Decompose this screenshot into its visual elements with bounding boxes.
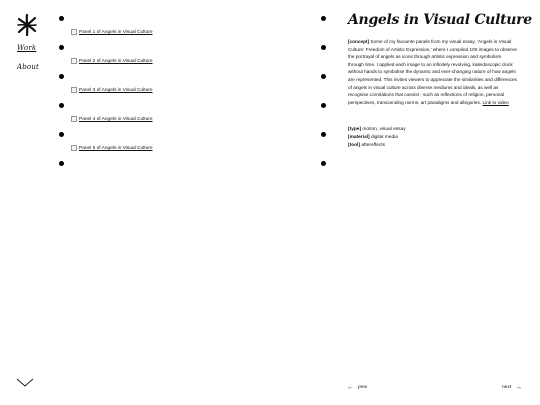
material-value: digital media: [370, 135, 398, 140]
meta-material: [348, 134, 406, 142]
meta-type: [348, 126, 406, 134]
asterisk-logo-icon[interactable]: [16, 14, 38, 36]
arrow-right-icon: →: [515, 384, 523, 391]
panel-image-4[interactable]: [71, 116, 153, 122]
timeline-dot: [59, 132, 64, 137]
prev-label: prev: [358, 385, 368, 390]
material-label: [material]: [348, 135, 370, 140]
panel-image-3[interactable]: [71, 87, 153, 93]
concept-label: [concept]: [348, 39, 370, 44]
meta-tool: [348, 142, 406, 150]
timeline-dot: [321, 16, 326, 21]
timeline-dot: [59, 103, 64, 108]
video-link[interactable]: Link to video: [482, 99, 509, 105]
panel-alt-text: Panel 1 of Angels in Visual Culture: [79, 29, 153, 35]
broken-image-icon: [71, 116, 77, 122]
concept-text: Some of my favourite panels from my visual essay, 'Angels in Visual Culture: Freedom of Artistic Expression,' where I compiled 100 images to observe the portrayal of angels as icons through artistic expression and symbolism through time. I applied each image to an infinitely revolving, kaleidoscopic clock without hands to symbolise the dynamic and ever-changing nature of how angels are represented. This invites viewers to appreciate the similarities and differences of angels in visual culture across diverse mediums and ideals, as well as recognise correlations that coexist - such as reflections of religion, personal perspectives, transcending norms, art paradigms and allegories.: [348, 39, 517, 105]
timeline-dot: [321, 103, 326, 108]
project-meta: [348, 126, 406, 150]
broken-image-icon: [71, 87, 77, 93]
timeline-dot: [59, 16, 64, 21]
panel-image-5[interactable]: [71, 145, 153, 151]
tool-label: [tool]: [348, 143, 360, 148]
project-description: [348, 38, 518, 106]
timeline-dot: [321, 45, 326, 50]
nav-about-link[interactable]: About: [17, 63, 40, 71]
timeline-dot: [321, 74, 326, 79]
project-title: Angels in Visual Culture: [348, 12, 532, 28]
timeline-dot: [59, 74, 64, 79]
timeline-dot: [59, 161, 64, 166]
tool-value: aftereffects: [361, 143, 385, 148]
next-label: next: [502, 385, 512, 390]
type-label: [type]: [348, 127, 362, 132]
broken-image-icon: [71, 145, 77, 151]
timeline-dot: [321, 161, 326, 166]
panel-alt-text: Panel 2 of Angels in Visual Culture: [79, 58, 153, 64]
panel-alt-text: Panel 4 of Angels in Visual Culture: [79, 116, 153, 122]
nav-work-link[interactable]: Work: [17, 44, 37, 52]
panel-alt-text: Panel 5 of Angels in Visual Culture: [79, 145, 153, 151]
broken-image-icon: [71, 29, 77, 35]
type-value: motion, visual essay: [362, 127, 406, 132]
timeline-dot: [321, 132, 326, 137]
timeline-dot: [59, 45, 64, 50]
panel-alt-text: Panel 3 of Angels in Visual Culture: [79, 87, 153, 93]
panel-image-1[interactable]: [71, 29, 153, 35]
chevron-down-icon[interactable]: [16, 378, 34, 388]
arrow-left-icon: ←: [347, 384, 354, 391]
prev-button[interactable]: [347, 384, 367, 391]
next-button[interactable]: [502, 384, 522, 391]
broken-image-icon: [71, 58, 77, 64]
panel-image-2[interactable]: [71, 58, 153, 64]
